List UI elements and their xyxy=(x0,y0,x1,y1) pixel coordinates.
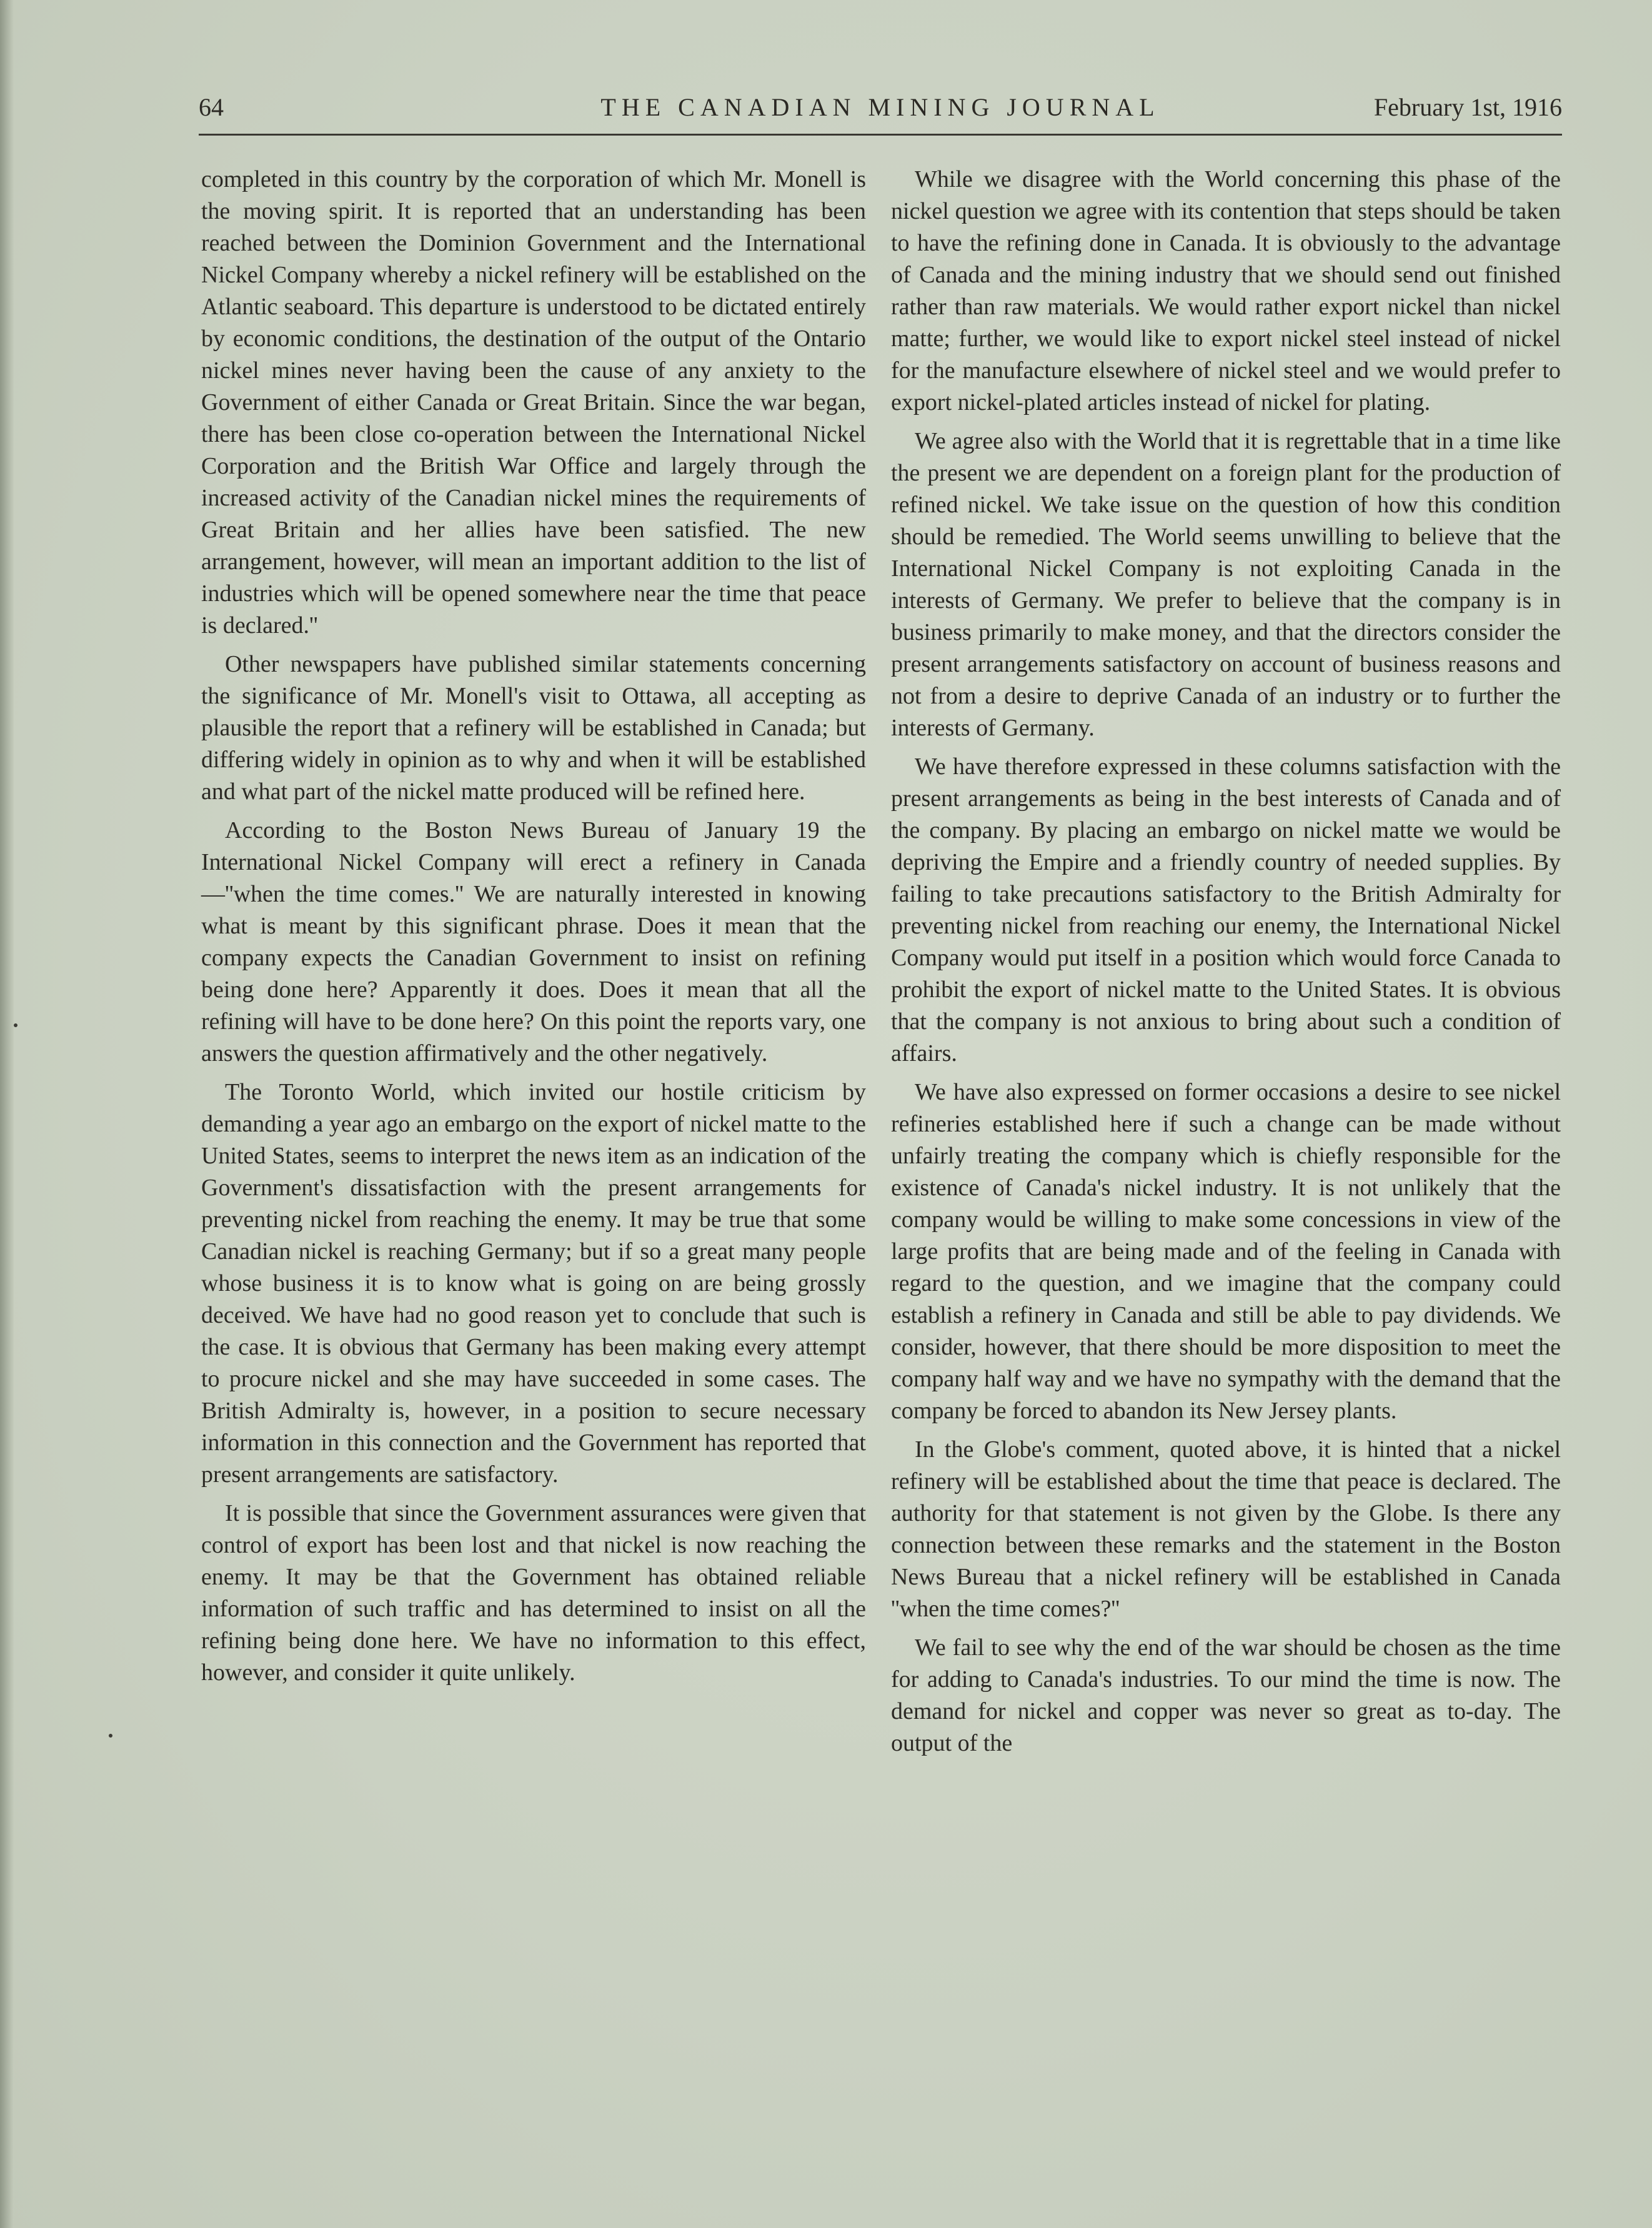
paper-speck xyxy=(14,1023,17,1027)
left-column xyxy=(201,164,866,1696)
running-header xyxy=(199,92,1562,132)
paragraph: While we disagree with the World concerning this phase of the nickel question we agree with its contention that steps should be taken to have the refining done in Canada. It is obviously to the advantage of Canada and the mining industry that we should send out finished rather than raw materials. We would rather export nickel than nickel matte; further, we would like to export nickel steel instead of nickel for the manufacture elsewhere of nickel steel and we would prefer to export nickel-plated articles instead of nickel for plating. xyxy=(891,166,1561,415)
issue-date: February 1st, 1916 xyxy=(1373,93,1562,121)
paragraph: Other newspapers have published similar statements concerning the significance of Mr. Monell's visit to Ottawa, all accepting as plausible the report that a refinery will be established in Canada; but differing widely in opinion as to why and when it will be established and what part of the nickel matte produced will be refined here. xyxy=(201,651,866,805)
paragraph: In the Globe's comment, quoted above, it is hinted that a nickel refinery will be established about the time that peace is declared. The authority for that statement is not given by the Globe. Is there any connection between these remarks and the statement in the Boston News Bureau that a nickel refinery will be established in Canada ''when the time comes?'' xyxy=(891,1436,1561,1622)
paragraph: We fail to see why the end of the war should be chosen as the time for adding to Canada's industries. To our mind the time is now. The demand for nickel and copper was never so great as to-day. The output of the xyxy=(891,1634,1561,1756)
page-number: 64 xyxy=(199,93,224,121)
paper-speck xyxy=(109,1734,112,1738)
journal-title: THE CANADIAN MINING JOURNAL xyxy=(600,93,1160,121)
paragraph: It is possible that since the Government assurances were given that control of export has been lost and that nickel is now reaching the enemy. It may be that the Government has obtained reliable information of such traffic and has determined to insist on all the refining being done here. We have no information to this effect, however, and consider it quite unlikely. xyxy=(201,1500,866,1686)
paragraph: We have also expressed on former occasions a desire to see nickel refineries established here if such a change can be made without unfairly treating the company which is chiefly responsible for the existence of Canada's nickel industry. It is not unlikely that the company would be willing to make some concessions in view of the large profits that are being made and of the feeling in Canada with regard to the question, and we imagine that the company could establish a refinery in Canada and still be able to pay dividends. We consider, however, that there should be more disposition to meet the company half way and we have no sympathy with the demand that the company be forced to abandon its New Jersey plants. xyxy=(891,1079,1561,1424)
right-column xyxy=(891,164,1561,1766)
paragraph: completed in this country by the corporation of which Mr. Monell is the moving spirit. It is reported that an understanding has been reached between the Dominion Government and the International Nickel Company whereby a nickel refinery will be established on the Atlantic seaboard. This departure is understood to be dictated entirely by economic conditions, the destination of the output of the Ontario nickel mines never having been the cause of any anxiety to the Government of either Canada or Great Britain. Since the war began, there has been close co-operation between the International Nickel Corporation and the British War Office and largely through the increased activity of the Canadian nickel mines the requirements of Great Britain and her allies have been satisfied. The new arrangement, however, will mean an important addition to the list of industries which will be opened somewhere near the time that peace is declared.'' xyxy=(201,166,866,639)
paragraph: The Toronto World, which invited our hostile criticism by demanding a year ago an embargo on the export of nickel matte to the United States, seems to interpret the news item as an indication of the Government's dissatisfaction with the present arrangements for preventing nickel from reaching the enemy. It may be true that some Canadian nickel is reaching Germany; but if so a great many people whose business it is to know what is going on are being grossly deceived. We have had no good reason yet to conclude that such is the case. It is obvious that Germany has been making every attempt to procure nickel and she may have succeeded in some cases. The British Admiralty is, however, in a position to secure necessary information in this connection and the Government has reported that present arrangements are satisfactory. xyxy=(201,1079,866,1488)
paragraph: According to the Boston News Bureau of January 19 the International Nickel Company will erect a refinery in Canada—''when the time comes.'' We are naturally interested in knowing what is meant by this significant phrase. Does it mean that the company expects the Canadian Government to insist on refining being done here? Apparently it does. Does it mean that all the refining will have to be done here? On this point the reports vary, one answers the question affirmatively and the other negatively. xyxy=(201,817,866,1067)
binding-edge xyxy=(0,0,14,2228)
header-rule xyxy=(199,134,1562,136)
paragraph: We agree also with the World that it is regrettable that in a time like the present we are dependent on a foreign plant for the production of refined nickel. We take issue on the question of how this condition should be remedied. The World seems unwilling to believe that the International Nickel Company is not exploiting Canada in the interests of Germany. We prefer to believe that the company is in business primarily to make money, and that the directors consider the present arrangements satisfactory on account of business reasons and not from a desire to deprive Canada of an industry or to further the interests of Germany. xyxy=(891,428,1561,741)
paragraph: We have therefore expressed in these columns satisfaction with the present arrangements as being in the best interests of Canada and of the company. By placing an embargo on nickel matte we would be depriving the Empire and a friendly country of needed supplies. By failing to take precautions satisfactory to the British Admiralty for preventing nickel from reaching our enemy, the International Nickel Company would put itself in a position which would force Canada to prohibit the export of nickel matte to the United States. It is obvious that the company is not anxious to bring about such a condition of affairs. xyxy=(891,753,1561,1067)
